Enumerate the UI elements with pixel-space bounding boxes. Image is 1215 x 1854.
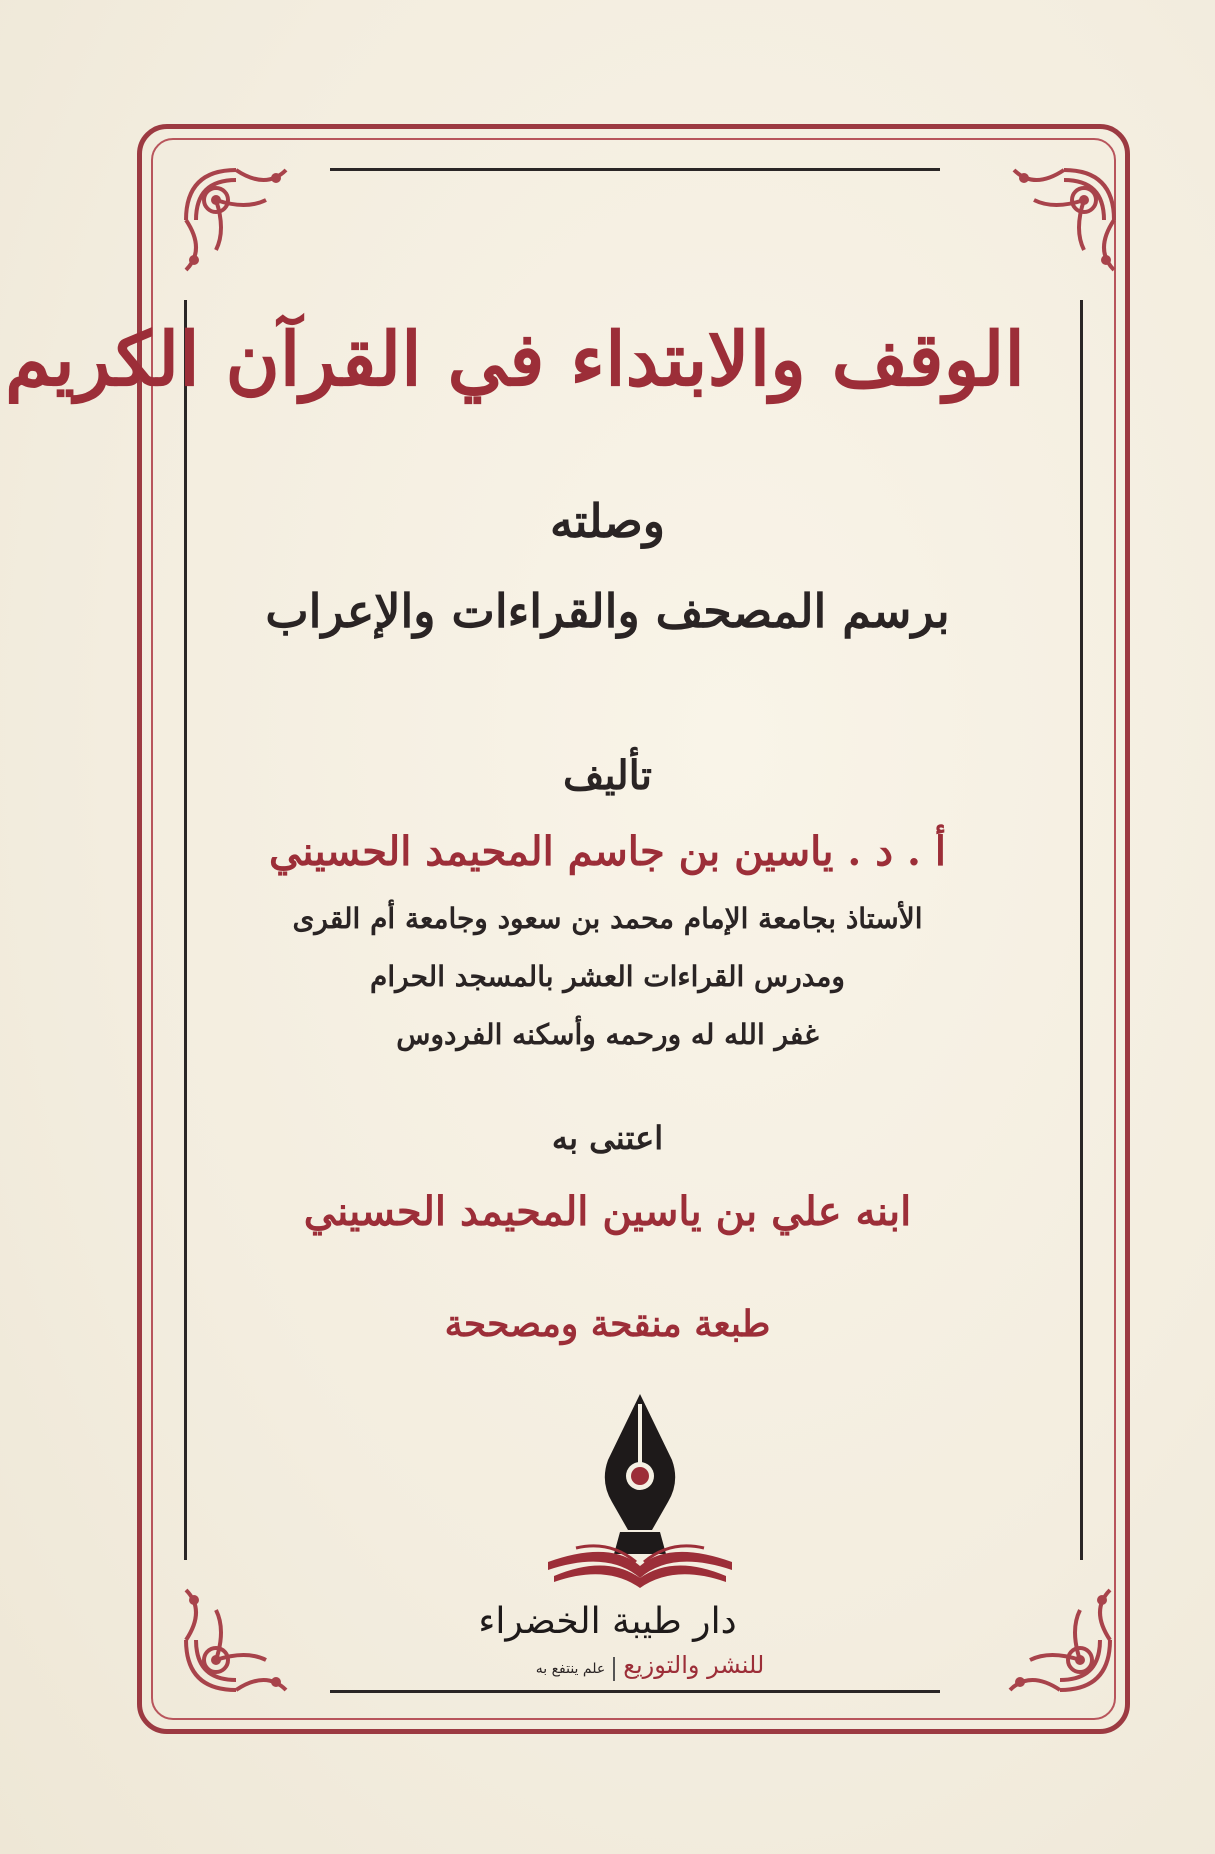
author-prayer-line: غفر الله له ورحمه وأسكنه الفردوس bbox=[396, 1018, 819, 1051]
authorship-label: تأليف bbox=[563, 752, 652, 799]
left-rule-line bbox=[184, 300, 187, 1560]
subtitle-line-2: برسم المصحف والقراءات والإعراب bbox=[265, 584, 950, 638]
publisher-logo-pen-book-icon bbox=[540, 1390, 740, 1600]
publisher-tagline-row bbox=[500, 1648, 800, 1686]
top-rule-line bbox=[330, 168, 940, 171]
tagline-separator bbox=[613, 1657, 615, 1681]
publisher-name: دار طيبة الخضراء bbox=[478, 1601, 737, 1642]
publisher-tagline: للنشر والتوزيع bbox=[623, 1651, 765, 1679]
corner-ornament-top-right bbox=[1004, 160, 1124, 280]
author-affiliation-line: ومدرس القراءات العشر بالمسجد الحرام bbox=[370, 960, 845, 993]
corner-ornament-top-left bbox=[176, 160, 296, 280]
editor-name: ابنه علي بن ياسين المحيمد الحسيني bbox=[303, 1188, 912, 1235]
author-affiliation-line: الأستاذ بجامعة الإمام محمد بن سعود وجامعة أم القرى bbox=[292, 902, 923, 935]
edition-note: طبعة منقحة ومصححة bbox=[444, 1303, 771, 1345]
right-rule-line bbox=[1080, 300, 1083, 1560]
book-title: الوقف والابتداء في القرآن الكريم bbox=[5, 317, 1025, 403]
editor-label: اعتنى به bbox=[551, 1119, 664, 1157]
author-name: أ . د . ياسين بن جاسم المحيمد الحسيني bbox=[269, 828, 946, 875]
bottom-rule-line bbox=[330, 1690, 940, 1693]
subtitle-line-1: وصلته bbox=[549, 494, 666, 548]
publisher-motto: علم ينتفع به bbox=[535, 1661, 606, 1677]
